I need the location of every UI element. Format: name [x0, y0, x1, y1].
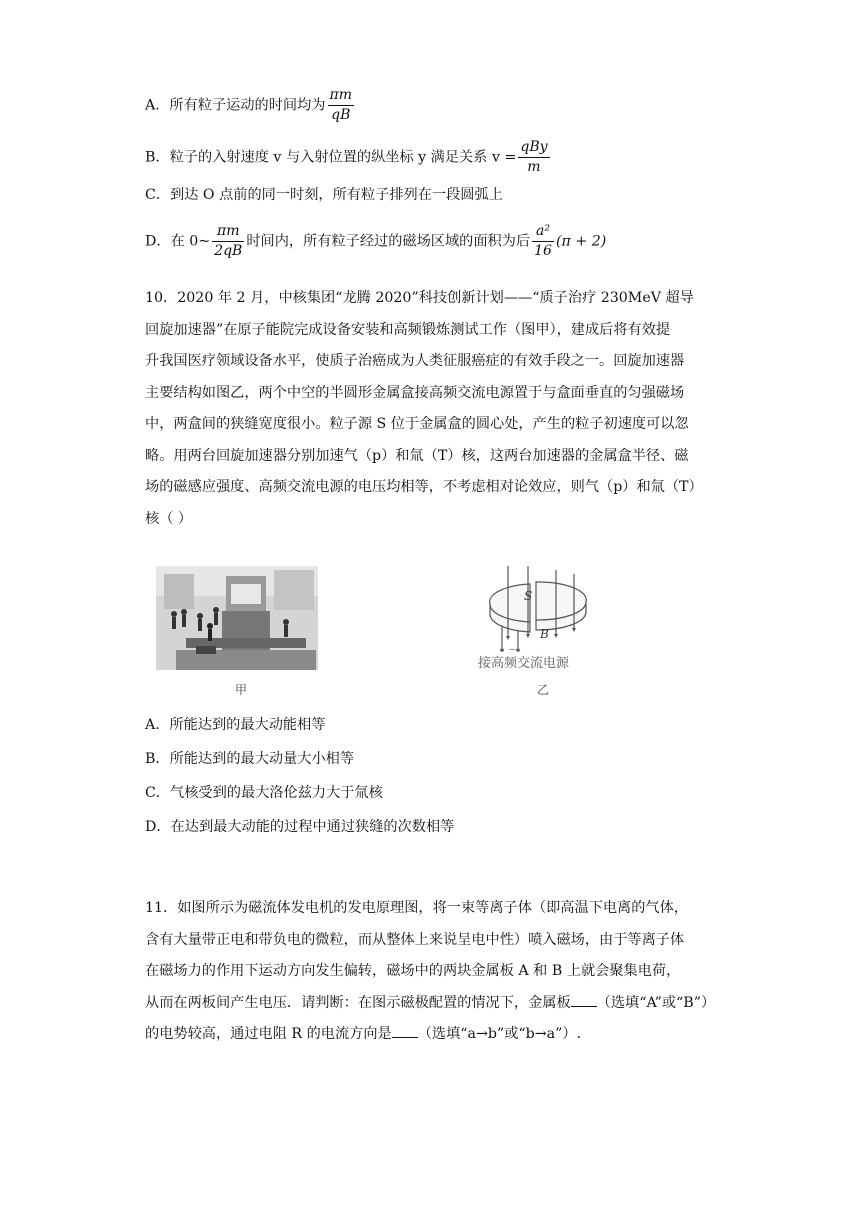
- q11-line-5: 的电势较高，通过电阻 R 的电流方向是 （选填“a→b”或“b→a”）.: [145, 1019, 720, 1051]
- q11-line: 11．如图所示为磁流体发电机的发电原理图，将一束等离子体（即高温下电离的气体，: [145, 900, 688, 916]
- q10-line: 主要结构如图乙，两个中空的半圆形金属盒接高频交流电源置于与盒面垂直的匀强磁场: [145, 384, 685, 401]
- q10-line: 回旋加速器”在原子能院完成设备安装和高频锻炼测试工作（图甲），建成后将有效提: [145, 321, 671, 338]
- q9-option-d: D．在 0~ $\frac{\pi m}{2qB}$ 时间内，所有粒子经过的磁场区域的面积为后 $\frac{\text{a²}}{16}$ (π + 2): [145, 223, 607, 259]
- q10-line: 场的磁感应强度、高频交流电源的电压均相等，不考虑相对论效应，则气（p）和氚（T）: [145, 479, 703, 495]
- svg-text:~: ~: [509, 645, 516, 654]
- q11-line-4: 从而在两板间产生电压．请判断：在图示磁极配置的情况下，金属板 （选填“A”或“B”）: [145, 988, 720, 1020]
- accelerator-photo-illustration: [156, 566, 318, 670]
- answer-blank-plate[interactable]: [571, 992, 597, 1007]
- figure-yi-caption: 接高频交流电源: [478, 656, 570, 671]
- q10-option-a: A．所能达到的最大动能相等: [145, 717, 326, 733]
- q11-line: 含有大量带正电和带负电的微粒，而从整体上来说呈电中性）喷入磁场，由于等离子体: [145, 931, 685, 948]
- q9-option-b: [145, 138, 552, 177]
- q9-option-a-text: A．所有粒子运动的时间均为: [145, 97, 326, 114]
- q9-option-b-text: B．粒子的入射速度 v 与入射位置的纵坐标 y 满足关系 v =: [145, 149, 517, 166]
- q9-option-b-fraction: $\frac{\text{qBy}}{m}$: [520, 139, 548, 175]
- q10-option-c: C．气核受到的最大洛伦兹力大于氚核: [145, 785, 383, 801]
- q9-option-a-fraction: $\frac{\pi m}{qB}$: [329, 87, 352, 123]
- q9-option-a: [145, 86, 356, 125]
- q10-line: 10．2020 年 2 月，中核集团“龙腾 2020”科技创新计划——“质子治疗 230MeV 超导: [145, 290, 694, 306]
- q11-line: 在磁场力的作用下运动方向发生偏转，磁场中的两块金属板 A 和 B 上就会聚集电荷，: [145, 963, 681, 979]
- label-S: S: [524, 589, 533, 603]
- q9-option-d-fraction-time: $\frac{\pi m}{2qB}$: [214, 223, 243, 259]
- q10-option-d: D．在达到最大动能的过程中通过狭缝的次数相等: [145, 819, 455, 835]
- q10-stem: [145, 283, 720, 535]
- answer-blank-current[interactable]: [392, 1023, 418, 1038]
- q10-line: 升我国医疗领域设备水平，使质子治癌成为人类征服癌症的有效手段之一。回旋加速器: [145, 353, 685, 369]
- q9-option-c: C．到达 O 点前的同一时刻，所有粒子排列在一段圆弧上: [145, 187, 503, 203]
- q10-line: 略。用两台回旋加速器分别加速气（p）和氚（T）核，这两台加速器的金属盒半径、磁: [145, 447, 689, 464]
- q9-option-d-fraction-area: $\frac{\text{a²}}{16}$: [534, 223, 552, 259]
- q10-line: 核（ ）: [145, 510, 193, 527]
- figure-jia-photo: [156, 566, 318, 670]
- q10-line: 中，两盒间的狭缝宽度很小。粒子源 S 位于金属盒的圆心处，产生的粒子初速度可以忽: [145, 416, 689, 432]
- figure-jia-label: 甲: [235, 683, 248, 697]
- q11-stem: [145, 893, 720, 1051]
- label-B: B: [540, 627, 549, 641]
- q10-option-b: B．所能达到的最大动量大小相等: [145, 751, 355, 767]
- figure-yi-label: 乙: [537, 683, 550, 697]
